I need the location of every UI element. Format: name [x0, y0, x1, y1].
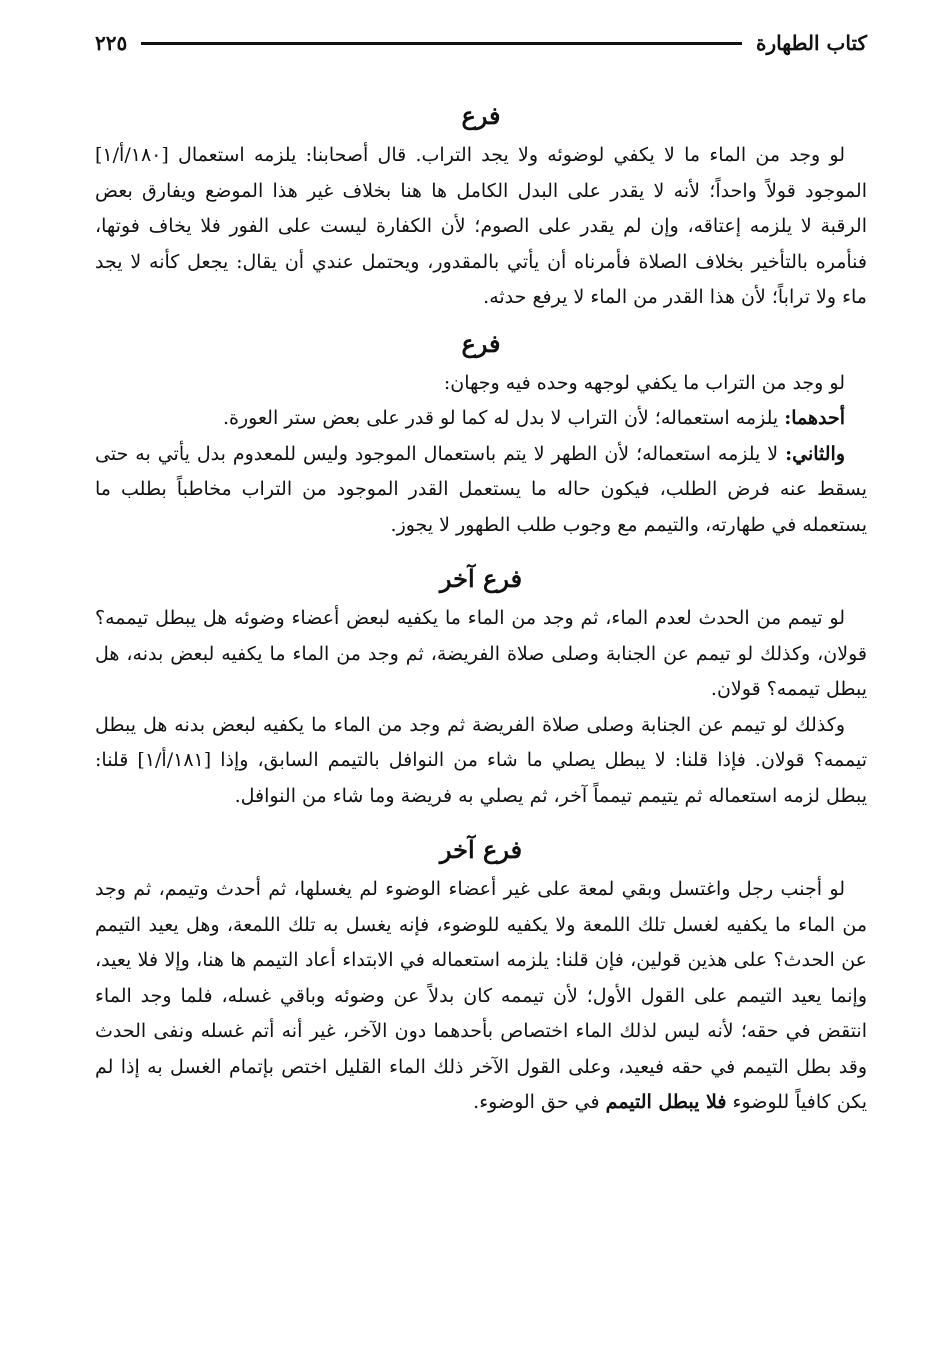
point-label: أحدهما:	[784, 407, 845, 429]
running-header	[95, 20, 867, 66]
section-heading: فرع	[461, 101, 501, 130]
page-number: ٢٢٥	[95, 31, 128, 55]
document-page	[95, 20, 867, 1121]
header-rule	[141, 42, 742, 45]
paragraph: لو تيمم من الحدث لعدم الماء، ثم وجد من الماء ما يكفيه لبعض أعضاء وضوئه هل يبطل تيممه؟ قولان، وكذلك لو تيمم عن الجنابة وصلى صلاة الفريضة، ثم وجد من الماء ما يكفيه لبعض بدنه، هل يبطل تيممه؟ قولان.	[95, 607, 867, 700]
book-title: كتاب الطهارة	[756, 31, 867, 55]
paragraph-text: في حق الوضوء.	[473, 1091, 606, 1113]
paragraph	[95, 872, 867, 1121]
paragraph: وكذلك لو تيمم عن الجنابة وصلى صلاة الفريضة ثم وجد من الماء ما يكفيه لبعض بدنه هل يبطل تيممه؟ قولان. فإذا قلنا: لا يبطل يصلي ما شاء من النوافل بالتيمم السابق، وإذا [١٨١/أ/١] قلنا: يبطل لزمه استعماله ثم يتيمم تيمماً آخر، ثم يصلي به فريضة وما شاء من النوافل.	[95, 713, 867, 807]
section-heading: فرع آخر	[439, 564, 523, 593]
paragraph	[95, 437, 867, 544]
emphasis-text: فلا يبطل التيمم	[605, 1091, 727, 1113]
point-text: يلزمه استعماله؛ لأن التراب لا بدل له كما لو قدر على بعض ستر العورة.	[223, 407, 785, 429]
section-heading: فرع	[461, 328, 501, 358]
point-label: والثاني:	[785, 442, 845, 465]
paragraph: لو وجد من الماء ما لا يكفي لوضوئه ولا يجد التراب. قال أصحابنا: يلزمه استعمال [١٨٠/أ/١] الموجود قولاً واحداً؛ لأنه لا يقدر على البدل الكامل ها هنا بخلاف غير هذا الموضع ويفارق بعض الرقبة لا يلزمه إعتاقه، وإن لم يقدر على الصوم؛ لأن الكفارة ليست على الفور فلا يخاف فوتها، فنأمره بالتأخير بخلاف الصلاة فأمرناه أن يأتي بالمقدور، ويحتمل عندي أن يقال: يجعل كأنه لا يجد ماء ولا تراباً؛ لأن هذا القدر من الماء لا يرفع حدثه.	[95, 144, 867, 308]
paragraph	[95, 401, 867, 437]
paragraph: لو وجد من التراب ما يكفي لوجهه وحده فيه وجهان:	[443, 371, 845, 394]
paragraph-text: لو أجنب رجل واغتسل وبقي لمعة على غير أعضاء الوضوء لم يغسلها، ثم أحدث وتيمم، ثم وجد من الماء ما يكفيه لغسل تلك اللمعة ولا يكفيه للوضوء، فإنه يغسل به تلك اللمعة، وهل يعيد التيمم عن الحدث؟ على هذين قولين، فإن قلنا: يلزمه استعماله في الابتداء أعاد التيمم ها هنا، وإلا فلا يعيد، وإنما يعيد التيمم على القول الأول؛ لأن تيممه كان بدلاً عن وضوئه وباقي غسله، فلما وجد الماء انتقض في حقه؛ لأنه ليس لذلك الماء اختصاص بأحدهما دون الآخر، غير أنه أتم غسله ونفى الحدث وقد بطل التيمم في حقه فيعيد، وعلى القول الآخر ذلك الماء القليل اختص بإتمام الغسل به إذا لم يكن كافياً للوضوء	[95, 878, 867, 1113]
point-text: لا يلزمه استعماله؛ لأن الطهر لا يتم باستعمال الموجود وليس للمعدوم بدل يأتي به حتى يسقط عنه فرض الطلب، فيكون حاله ما يستعمل القدر الموجود من التراب مخاطباً بطلب ما يستعمله في طهارته، والتيمم مع وجوب طلب الطهور لا يجوز.	[95, 442, 867, 536]
section-heading: فرع آخر	[439, 835, 523, 864]
